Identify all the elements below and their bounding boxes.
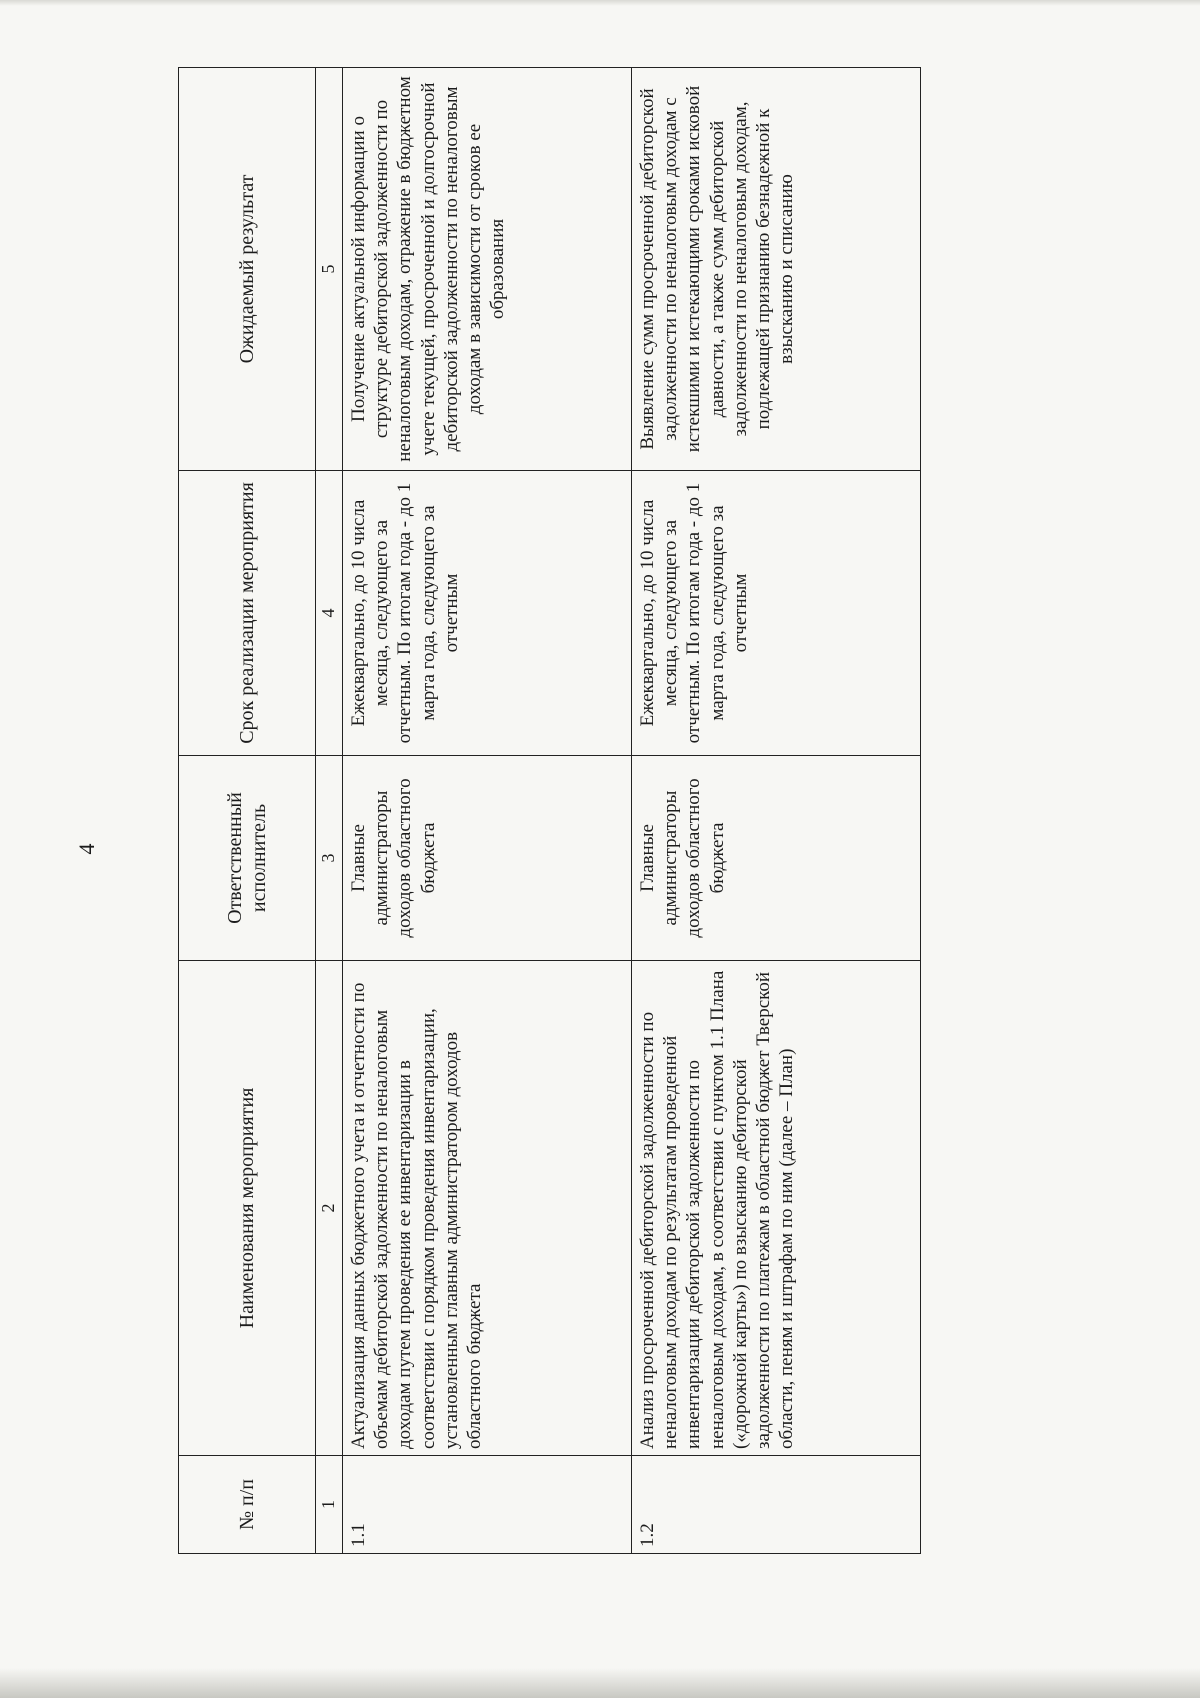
scan-edge-top	[0, 0, 1200, 6]
implementation-deadline: Ежеквартально, до 10 числа месяца, следующего за отчетным. По итогам года - до 1 марта года, следующего за отчетным	[632, 471, 921, 756]
page-number: 4	[74, 843, 99, 855]
expected-result: Получение актуальной информации о структуре дебиторской задолженности по неналоговым доходам, отражение в бюджетном учете текущей, просроченной и долгосрочной дебиторской задолженности по неналоговым доходам в зависимости от сроков ее образования	[343, 68, 632, 471]
responsible-executor: Главные администраторы доходов областного бюджета	[632, 756, 921, 961]
table-row	[632, 68, 921, 1554]
row-number: 1.2	[632, 1456, 921, 1554]
scan-edge-bottom	[0, 1668, 1200, 1698]
column-number: 1	[316, 1456, 343, 1554]
header-row	[179, 68, 316, 1554]
column-number: 2	[316, 961, 343, 1456]
header-deadline: Срок реализации мероприятия	[179, 471, 316, 756]
column-number: 5	[316, 68, 343, 471]
action-plan-table	[178, 67, 921, 1554]
row-number: 1.1	[343, 1456, 632, 1554]
column-number: 3	[316, 756, 343, 961]
responsible-executor: Главные администраторы доходов областного бюджета	[343, 756, 632, 961]
column-number: 4	[316, 471, 343, 756]
rotated-table-container	[178, 68, 908, 1554]
implementation-deadline: Ежеквартально, до 10 числа месяца, следующего за отчетным. По итогам года - до 1 марта года, следующего за отчетным	[343, 471, 632, 756]
header-result: Ожидаемый результат	[179, 68, 316, 471]
activity-name: Актуализация данных бюджетного учета и отчетности по объемам дебиторской задолженности по неналоговым доходам путем проведения ее инвентаризации в соответствии с порядком проведения инвентаризации, установленным главным администратором доходов областного бюджета	[343, 961, 632, 1456]
activity-name: Анализ просроченной дебиторской задолженности по неналоговым доходам по результатам проведенной инвентаризации дебиторской задолженности по неналоговым доходам, в соответствии с пунктом 1.1 Плана («дорожной карты») по взысканию дебиторской задолженности по платежам в областной бюджет Тверской области, пеням и штрафам по ним (далее – План)	[632, 961, 921, 1456]
column-number-row	[316, 68, 343, 1554]
header-number: № п/п	[179, 1456, 316, 1554]
header-executor: Ответственный исполнитель	[179, 756, 316, 961]
table-row	[343, 68, 632, 1554]
header-name: Наименования мероприятия	[179, 961, 316, 1456]
expected-result: Выявление сумм просроченной дебиторской задолженности по неналоговым доходам с истекшими и истекающими сроками исковой давности, а также сумм дебиторской задолженности по неналоговым доходам, подлежащей признанию безнадежной к взысканию и списанию	[632, 68, 921, 471]
